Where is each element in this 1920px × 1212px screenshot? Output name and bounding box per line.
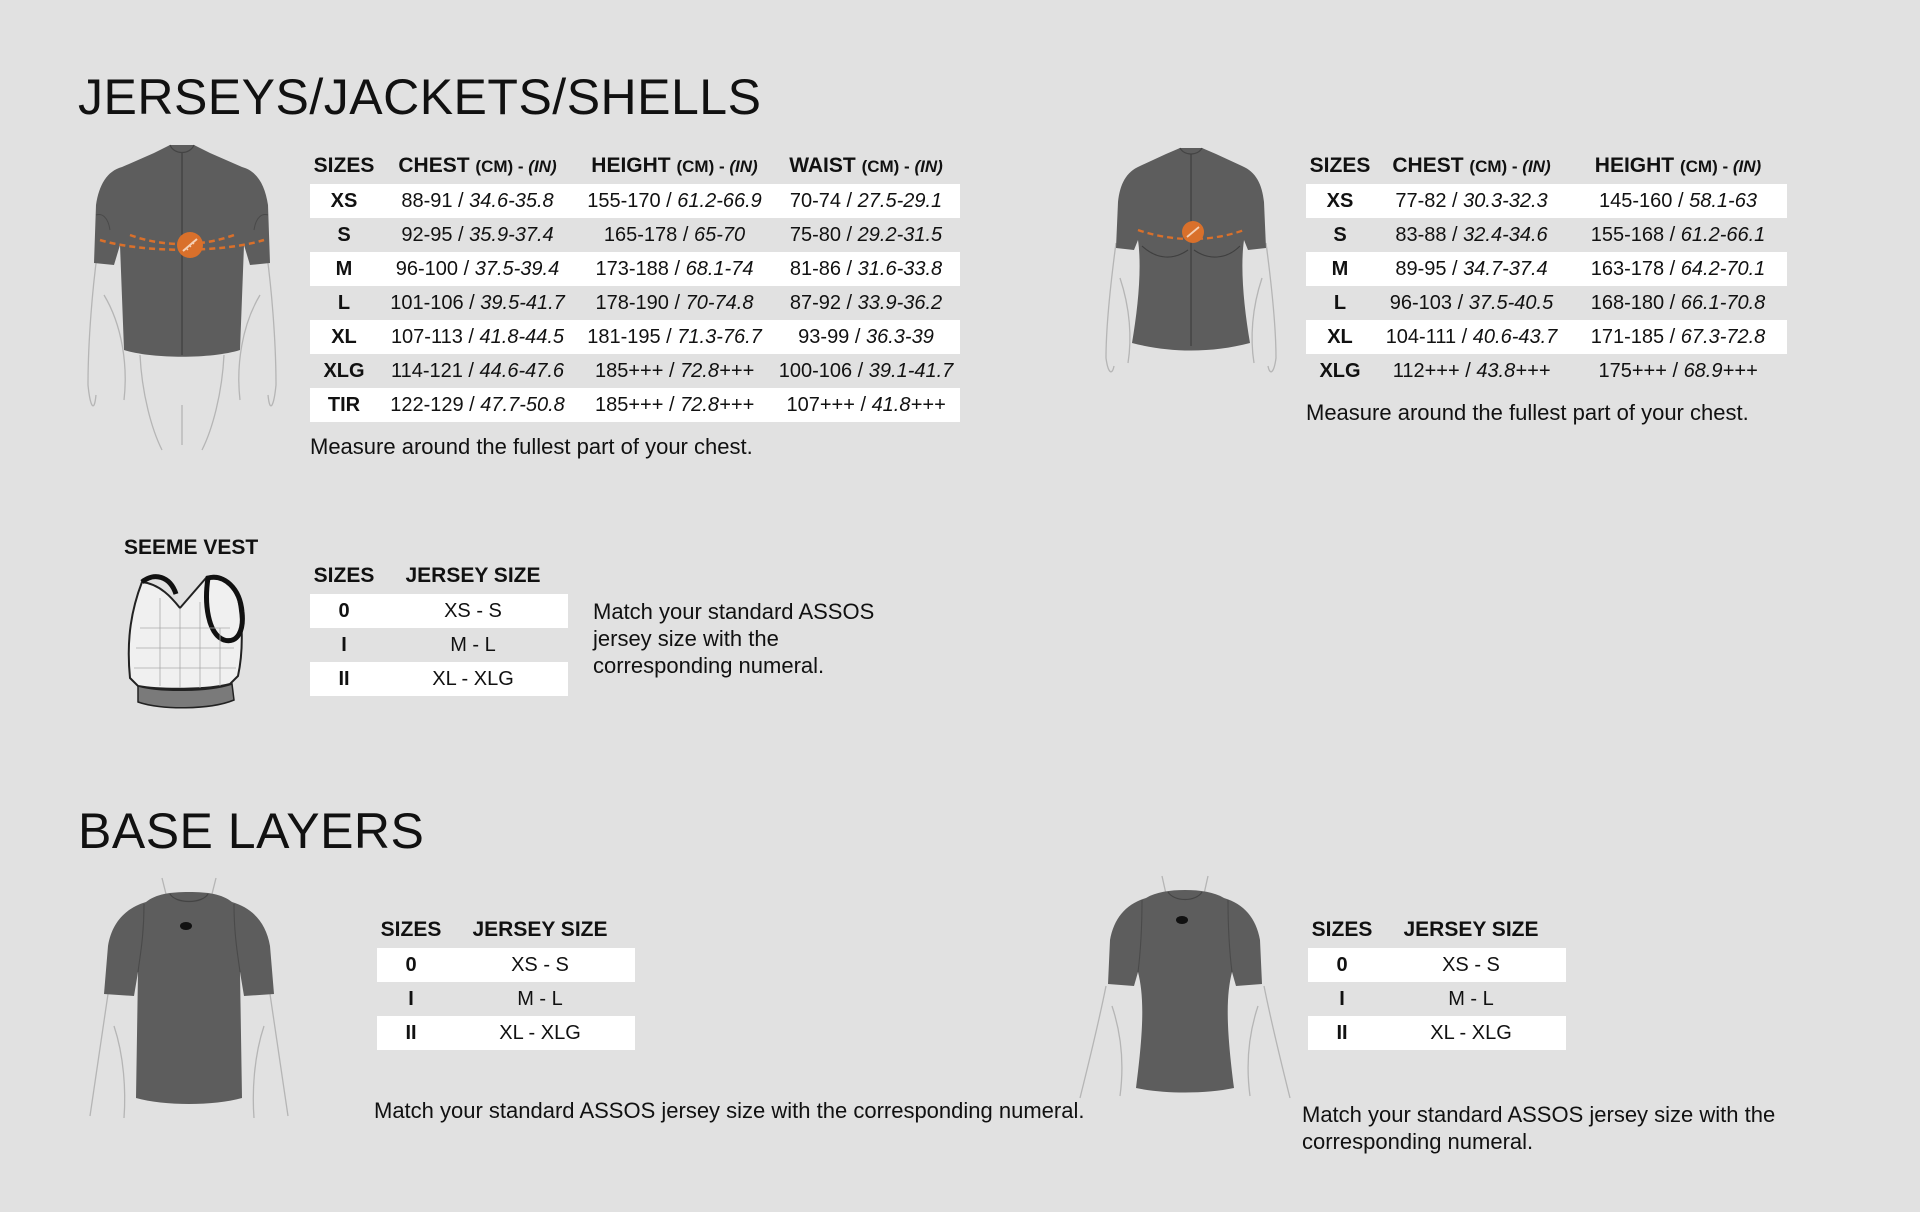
- table-row: [310, 628, 568, 662]
- table-row: [310, 184, 960, 218]
- jersey-size-cell: M - L: [1448, 987, 1494, 1010]
- tape-measure-icon: [177, 232, 203, 258]
- base-womens-size-table: [1308, 912, 1566, 1050]
- waist-cell: 70-74 / 27.5-29.1: [772, 184, 960, 218]
- header-sizes: SIZES: [313, 564, 375, 587]
- height-cell: 163-178 / 64.2-70.1: [1569, 252, 1787, 286]
- header-height: HEIGHT (CM) - (IN): [1594, 154, 1762, 177]
- size-cell: M: [310, 252, 378, 286]
- table-row: [1308, 1016, 1566, 1050]
- chest-cell: 122-129 / 47.7-50.8: [378, 388, 577, 422]
- size-cell: 0: [310, 594, 378, 628]
- size-cell: XL: [1306, 320, 1374, 354]
- size-cell: M: [1306, 252, 1374, 286]
- table-row: [1306, 320, 1787, 354]
- base-mens-note: Match your standard ASSOS jersey size with the corresponding numeral.: [374, 1098, 1085, 1123]
- height-cell: 145-160 / 58.1-63: [1569, 184, 1787, 218]
- table-row: [1306, 354, 1787, 388]
- size-cell: TIR: [310, 388, 378, 422]
- chest-cell: 104-111 / 40.6-43.7: [1374, 320, 1569, 354]
- size-cell: I: [1339, 987, 1345, 1010]
- table-row: [1306, 218, 1787, 252]
- header-jersey-size: JERSEY SIZE: [472, 918, 608, 941]
- size-cell: II: [1308, 1016, 1376, 1050]
- chest-cell: 112+++ / 43.8+++: [1392, 359, 1551, 382]
- size-cell: 0: [377, 948, 445, 982]
- section-title-base-layers: BASE LAYERS: [78, 803, 425, 859]
- size-cell: S: [1333, 223, 1347, 246]
- table-row: [310, 320, 960, 354]
- mens-base-layer-figure-icon: [84, 876, 294, 1122]
- seeme-vest-size-table: [310, 558, 568, 696]
- table-row: [310, 354, 960, 388]
- header-sizes: SIZES: [380, 918, 442, 941]
- table-row: [377, 1016, 635, 1050]
- table-row: [1308, 982, 1566, 1016]
- header-sizes: SIZES: [1311, 918, 1373, 941]
- table-row: [1306, 184, 1787, 218]
- height-cell: 185+++ / 72.8+++: [577, 388, 772, 422]
- mens-jersey-size-table: [310, 148, 960, 422]
- jersey-size-cell: XS - S: [1376, 948, 1566, 982]
- chest-cell: 96-100 / 37.5-39.4: [378, 252, 577, 286]
- header-jersey-size: JERSEY SIZE: [405, 564, 541, 587]
- height-cell: 155-170 / 61.2-66.9: [577, 184, 772, 218]
- header-chest: CHEST (CM) - (IN): [1392, 154, 1551, 177]
- jersey-size-cell: M - L: [450, 633, 496, 656]
- table-row: [310, 388, 960, 422]
- table-row: [1306, 286, 1787, 320]
- size-cell: 0: [1308, 948, 1376, 982]
- header-sizes: SIZES: [313, 154, 375, 177]
- womens-base-layer-figure-icon: [1076, 876, 1294, 1098]
- womens-jersey-note: Measure around the fullest part of your chest.: [1306, 400, 1749, 425]
- womens-jersey-size-table: [1306, 148, 1787, 388]
- size-cell: XL: [310, 320, 378, 354]
- size-cell: XLG: [323, 359, 365, 382]
- table-row: [310, 662, 568, 696]
- seeme-vest-title: SEEME VEST: [124, 536, 259, 559]
- womens-jersey-figure-icon: [1102, 148, 1280, 380]
- jersey-size-cell: XL - XLG: [445, 1016, 635, 1050]
- mens-jersey-figure-icon: [82, 145, 282, 450]
- height-cell: 165-178 / 65-70: [603, 223, 746, 246]
- chest-cell: 114-121 / 44.6-47.6: [390, 359, 565, 382]
- chest-cell: 96-103 / 37.5-40.5: [1389, 291, 1554, 314]
- chest-cell: 89-95 / 34.7-37.4: [1374, 252, 1569, 286]
- height-cell: 185+++ / 72.8+++: [594, 359, 755, 382]
- height-cell: 171-185 / 67.3-72.8: [1569, 320, 1787, 354]
- jersey-size-cell: XS - S: [378, 594, 568, 628]
- size-cell: L: [1333, 291, 1347, 314]
- waist-cell: 100-106 / 39.1-41.7: [778, 359, 954, 382]
- size-cell: XS: [310, 184, 378, 218]
- size-cell: XLG: [1319, 359, 1361, 382]
- size-cell: XS: [1306, 184, 1374, 218]
- section-title-jerseys: JERSEYS/JACKETS/SHELLS: [78, 69, 762, 125]
- size-cell: I: [408, 987, 414, 1010]
- header-height: HEIGHT (CM) - (IN): [591, 154, 758, 177]
- size-cell: S: [337, 223, 351, 246]
- waist-cell: 75-80 / 29.2-31.5: [789, 223, 943, 246]
- header-chest: CHEST (CM) - (IN): [398, 154, 557, 177]
- table-row: [310, 218, 960, 252]
- chest-cell: 88-91 / 34.6-35.8: [378, 184, 577, 218]
- chest-cell: 92-95 / 35.9-37.4: [401, 223, 554, 246]
- height-cell: 181-195 / 71.3-76.7: [577, 320, 772, 354]
- table-row: [310, 286, 960, 320]
- header-waist: WAIST (CM) - (IN): [789, 154, 943, 177]
- size-cell: I: [341, 633, 347, 656]
- table-row: [377, 982, 635, 1016]
- waist-cell: 81-86 / 31.6-33.8: [772, 252, 960, 286]
- table-row: [1308, 948, 1566, 982]
- base-mens-size-table: [377, 912, 635, 1050]
- seeme-vest-icon: [120, 568, 248, 710]
- jersey-size-cell: XL - XLG: [1376, 1016, 1566, 1050]
- size-cell: II: [377, 1016, 445, 1050]
- height-cell: 173-188 / 68.1-74: [577, 252, 772, 286]
- waist-cell: 87-92 / 33.9-36.2: [789, 291, 943, 314]
- jersey-size-cell: M - L: [517, 987, 563, 1010]
- height-cell: 178-190 / 70-74.8: [595, 291, 754, 314]
- height-cell: 175+++ / 68.9+++: [1598, 359, 1758, 382]
- chest-cell: 107-113 / 41.8-44.5: [378, 320, 577, 354]
- height-cell: 155-168 / 61.2-66.1: [1590, 223, 1766, 246]
- chest-cell: 83-88 / 32.4-34.6: [1395, 223, 1548, 246]
- height-cell: 168-180 / 66.1-70.8: [1590, 291, 1766, 314]
- chest-cell: 77-82 / 30.3-32.3: [1374, 184, 1569, 218]
- jersey-size-cell: XL - XLG: [378, 662, 568, 696]
- header-jersey-size: JERSEY SIZE: [1403, 918, 1539, 941]
- table-row: [310, 252, 960, 286]
- header-sizes: SIZES: [1309, 154, 1371, 177]
- jersey-size-cell: XS - S: [445, 948, 635, 982]
- table-row: [1306, 252, 1787, 286]
- size-cell: L: [337, 291, 351, 314]
- base-womens-note: Match your standard ASSOS jersey size with the corresponding numeral.: [1302, 1102, 1776, 1154]
- table-row: [310, 594, 568, 628]
- chest-cell: 101-106 / 39.5-41.7: [390, 291, 565, 314]
- seeme-vest-note: Match your standard ASSOS jersey size with the corresponding numeral.: [593, 599, 875, 678]
- size-cell: II: [310, 662, 378, 696]
- waist-cell: 107+++ / 41.8+++: [772, 388, 960, 422]
- waist-cell: 93-99 / 36.3-39: [772, 320, 960, 354]
- mens-jersey-note: Measure around the fullest part of your chest.: [310, 434, 753, 459]
- table-row: [377, 948, 635, 982]
